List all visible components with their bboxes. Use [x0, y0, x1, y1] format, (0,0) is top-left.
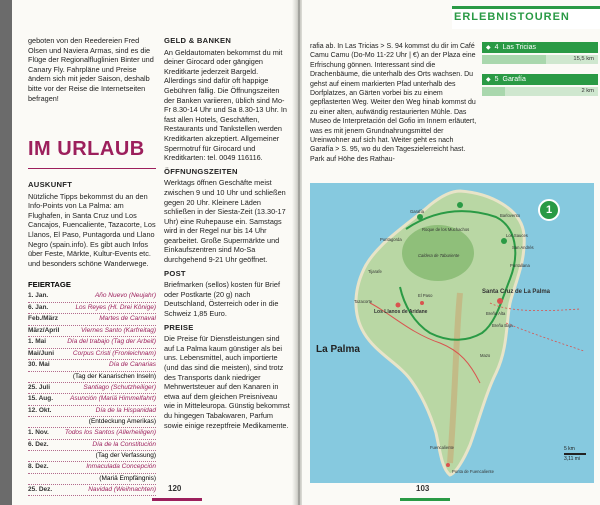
feiertag-date: 25. Dez.	[28, 485, 53, 493]
feiertag-name: Inmaculada Concepción	[86, 463, 156, 470]
map-label-tazacorte: Tazacorte	[354, 299, 373, 304]
feiertag-name: Día de la Constitución	[92, 440, 156, 448]
auskunft-heading: AUSKUNFT	[28, 180, 73, 189]
right-page	[302, 0, 600, 505]
map-pin-icon: ◆	[486, 77, 491, 83]
feiertag-name: Navidad (Weihnachten)	[88, 485, 156, 493]
route-distance: 15,5 km	[573, 56, 594, 62]
route-sidebar	[482, 42, 598, 106]
feiertag-name: Corpus Cristi (Fronleichnam)	[72, 349, 156, 357]
map-label-fuencaliente: Fuencaliente	[430, 445, 454, 450]
map-label-garafia: Garafía	[410, 209, 424, 214]
city-marker	[497, 298, 503, 304]
map-label-tijarafe: Tijarafe	[368, 269, 382, 274]
map-label-el-paso: El Paso	[418, 293, 433, 298]
feiertag-name: Todos los Santos (Allerheiligen)	[64, 429, 156, 436]
feiertag-name: Día del trabajo (Tag der Arbeit)	[67, 338, 156, 345]
feiertag-date: Mai/Juni	[28, 349, 55, 357]
feiertag-name: Viernes Santo (Karfreitag)	[80, 326, 156, 334]
feiertag-date: 6. Jan.	[28, 303, 49, 311]
feiertag-date: 30. Mai	[28, 361, 50, 368]
city-marker	[420, 301, 424, 305]
map-pin-icon: ◆	[486, 45, 491, 51]
feiertage-table	[28, 280, 156, 496]
feiertag-name: Martes de Carnaval	[99, 315, 156, 322]
feiertag-name: Día de la Hispanidad	[95, 406, 156, 414]
route-distance: 2 km	[581, 88, 594, 94]
feiertag-name: Los Reyes (Hl. Drei Könige)	[75, 303, 156, 311]
map-label-brena-baja: Breña Baja	[492, 323, 513, 328]
route-distance-fill	[482, 55, 546, 64]
feiertage-heading: FEIERTAGE	[28, 280, 71, 289]
title-divider	[28, 168, 156, 169]
post-heading: POST	[164, 268, 186, 278]
feiertag-row	[28, 326, 156, 338]
feiertag-row	[28, 349, 156, 361]
map-label-los-llanos: Los Llanos de Aridane	[374, 309, 428, 315]
section-banner-title: ERLEBNISTOUREN	[454, 11, 570, 23]
route-stop-head	[482, 42, 598, 53]
route-distance-fill	[482, 87, 505, 96]
map-label-punta-fuencaliente: Punta de Fuencaliente	[452, 469, 494, 474]
auskunft-text: Nützliche Tipps bekommst du an den Info-Points von La Palma: am Flughafen, in Santa Cruz und Los Cancajos, Fuencaliente, Tazacorte, Los Llanos, El Paso, Puntagorda und Llano Negro (spain.info). Es gibt auch Infos über Feste, Märkte, Kultur-Events etc. und besonders schöne Wanderwege.	[28, 191, 156, 268]
map-label-puntagorda: Puntagorda	[380, 237, 402, 242]
map-label-mazo: Mazo	[480, 353, 491, 358]
map-island-label: La Palma	[316, 344, 360, 355]
feiertag-date: 6. Dez.	[28, 440, 49, 448]
island-map	[310, 183, 594, 483]
feiertag-date: 1. Jan.	[28, 292, 49, 299]
feiertag-subtitle: (Mariä Empfängnis)	[28, 474, 156, 485]
left-page	[12, 0, 296, 505]
feiertag-row	[28, 440, 156, 452]
tour-stop-marker	[501, 238, 507, 244]
route-stop-4	[482, 42, 598, 64]
feiertag-row	[28, 485, 156, 497]
feiertag-subtitle: (Tag der Kanarischen Inseln)	[28, 372, 156, 383]
feiertag-date: 1. Mai	[28, 338, 47, 345]
intro-text: geboten von den Reedereien Fred Olsen und Naviera Armas, sind es die Flüge der Regionalfluglinien Binter und Canary Fly. Fahrpläne und Preise ändern sich mit jeder Saison, deshalb bitte vor der Reise die Internetseiten befragen!	[28, 36, 154, 103]
route-stop-5	[482, 74, 598, 96]
feiertag-row	[28, 314, 156, 326]
route-stop-label: Las Tricias	[502, 44, 536, 51]
route-stop-head	[482, 74, 598, 85]
tour-text	[310, 42, 478, 167]
page-number-right: 103	[416, 484, 430, 493]
route-distance-bar	[482, 55, 598, 64]
left-column-1	[28, 36, 156, 106]
oeffnung-text: Werktags öffnen Geschäfte meist zwischen 9 und 10 Uhr und schließen gegen 20 Uhr. Kleinere Läden schließen in der Siesta-Zeit (13.30-17 Uhr) eine Ruhepause ein. Samstags wird in der Regel nur bis 14 Uhr gearbeitet. Große Supermärkte und Einkaufszentren sind Mo-Sa durchgehend 9-21 Uhr geöffnet.	[164, 178, 286, 265]
tour-stop-marker	[457, 202, 463, 208]
tour-stop-marker	[417, 214, 423, 220]
feiertag-row	[28, 303, 156, 315]
auskunft-block	[28, 176, 156, 271]
route-stop-num: 4	[494, 44, 499, 51]
preise-heading: PREISE	[164, 322, 194, 332]
feiertag-row	[28, 360, 156, 372]
city-marker	[396, 303, 401, 308]
left-column-2	[164, 36, 290, 433]
feiertag-row	[28, 337, 156, 349]
scale-km: 5 km	[564, 446, 575, 452]
preise-text: Die Preise für Dienstleistungen sind auf La Palma kaum günstiger als bei uns. Lebensmittel, auch importierte (und das sind die meisten), sind trotz des Transports dank niedriger Mehrwertsteuer auf den Kanaren in etwa auf dem gleichen Preisniveau wie in Mitteleuropa. Günstig bekommst du hingegen Tabakwaren, Parfum sowie einige rezeptfreie Medikamente.	[164, 334, 290, 430]
page-number-bar	[152, 498, 202, 501]
page-number-left: 120	[168, 484, 182, 493]
feiertag-date: März/April	[28, 326, 60, 334]
feiertag-name: Día de Canarias	[109, 361, 156, 368]
scale-mi: 3,11 mi	[564, 456, 581, 462]
route-stop-num: 5	[494, 76, 499, 83]
map-scale	[564, 446, 586, 462]
route-distance-bar	[482, 87, 598, 96]
post-text: Briefmarken (sellos) kosten für Brief oder Postkarte (20 g) nach Deutschland, Österreich oder in die Schweiz 1,85 Euro.	[164, 280, 280, 319]
geld-text: An Geldautomaten bekommst du mit deiner Girocard oder gängigen Kreditkarte jederzeit Bargeld. Allerdings sind dafür oft happige Gebühren fällig. Die Öffnungszeiten der Banken variieren, üblich sind Mo-Fr 8.30-14 Uhr und Sa 8.30-13 Uhr. In fast allen Hotels, Geschäften, Restaurants und Tankstellen werden Kreditkarten akzeptiert. Allgemeiner Sperrnotruf für Girocard und Kreditkarten: tel. 0049 116116.	[164, 47, 287, 163]
map-label-puntallana: Puntallana	[510, 263, 530, 268]
feiertag-date: 8. Dez.	[28, 463, 49, 470]
feiertag-row	[28, 406, 156, 418]
feiertag-row	[28, 291, 156, 303]
feiertag-row	[28, 428, 156, 440]
page-number-bar	[400, 498, 450, 501]
feiertag-row	[28, 383, 156, 395]
feiertag-date: 12. Okt.	[28, 406, 52, 414]
scale-bar	[564, 453, 586, 455]
map-label-san-andres: San Andrés	[512, 245, 534, 250]
geld-heading: GELD & BANKEN	[164, 36, 232, 45]
feiertag-name: Año Nuevo (Neujahr)	[94, 292, 156, 299]
feiertag-row	[28, 462, 156, 474]
feiertag-date: Feb./März	[28, 315, 58, 322]
feiertag-row	[28, 394, 156, 406]
feiertag-date: 15. Aug.	[28, 395, 54, 402]
city-marker	[446, 463, 450, 467]
tour-paragraph: rafia ab. In Las Tricias > S. 94 kommst du dir im Café Camu Camu (Do-Mo 11-22 Uhr | €) an der Plaza eine Erfrischung gönnen. Interessant sind die Drachenbäume, die unterhalb des Orts wachsen. Du gehst auf einem markierten Pfad unterhalb des Dorfplatzes, an Gärten vorbei bis zu einem gepflasterten Weg. Weiter den Weg hinab kommst du zu einer alten, aufwändig restaurierten Mühle. Das Museo de Interpretación del Gofio im Innern erläutert, was es mit jenem Grundnahrungsmittel der Ureinwohner auf sich hat. Weiter geht es nach Garafía > S. 95, wo du den Tageszielerreicht hast. Park auf Höhe des Rathau-	[310, 43, 477, 163]
section-title-im-urlaub: IM URLAUB	[28, 138, 145, 160]
map-label-los-sauces: Los Sauces	[506, 233, 528, 238]
map-label-caldera: Caldera de Taburiente	[418, 253, 460, 258]
feiertag-name: Santiago (Schutzheiliger)	[83, 383, 156, 391]
feiertag-subtitle: (Entdeckung Amerikas)	[28, 417, 156, 428]
ferry-route	[506, 323, 584, 351]
feiertag-subtitle: (Tag der Verfassung)	[28, 451, 156, 462]
feiertag-name: Asunción (Mariä Himmelfahrt)	[70, 395, 156, 402]
feiertag-date: 1. Nov.	[28, 429, 49, 436]
route-stop-label: Garafía	[502, 76, 526, 83]
feiertag-date: 25. Juli	[28, 383, 51, 391]
map-label-barlovento: Barlovento	[500, 213, 521, 218]
map-label-roque: Roque de los Muchachos	[422, 227, 470, 232]
map-label-santa-cruz: Santa Cruz de La Palma	[482, 289, 551, 295]
oeffnung-heading: ÖFFNUNGSZEITEN	[164, 166, 238, 176]
map-label-brena-alta: Breña Alta	[486, 311, 506, 316]
tour-number-badge: 1	[538, 199, 560, 221]
